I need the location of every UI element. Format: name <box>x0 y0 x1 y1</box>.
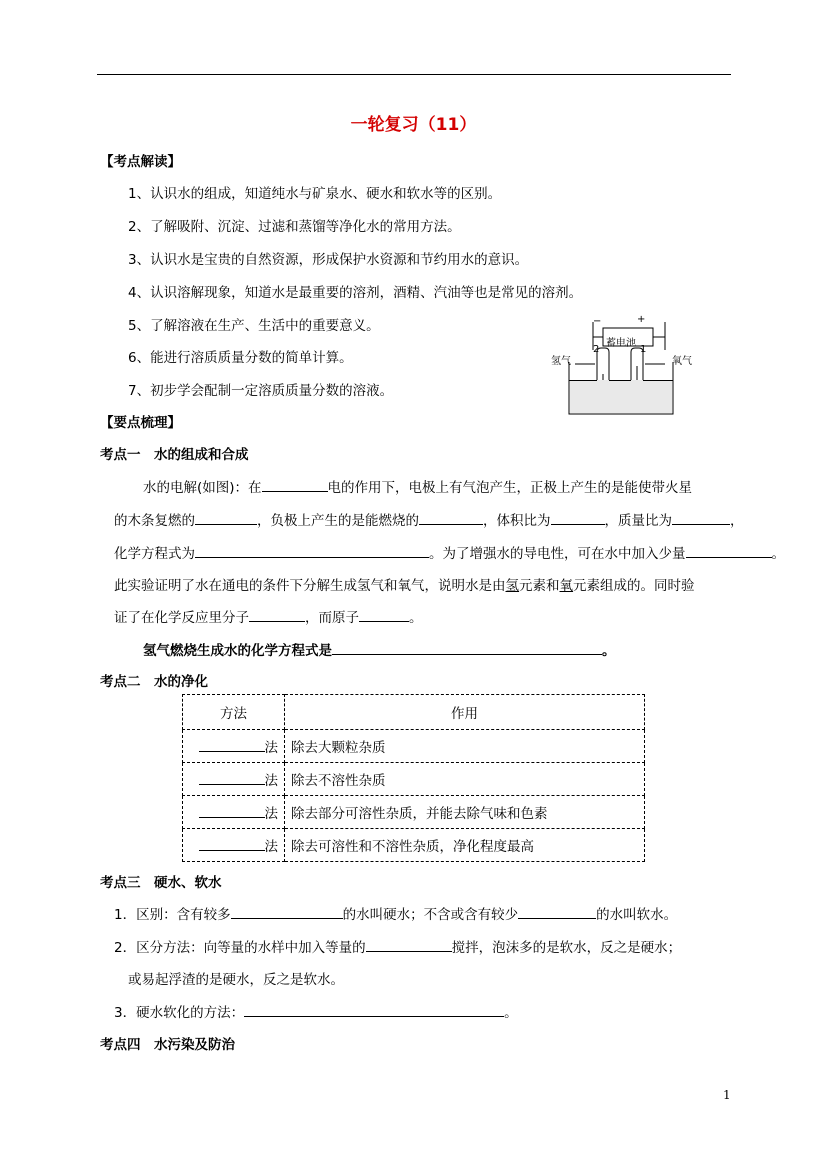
page-title: 一轮复习（11） <box>350 115 477 135</box>
purification-table <box>182 694 645 862</box>
topic-heading-3: 考点三 硬水、软水 <box>100 875 222 891</box>
battery-label: 蓄电池 <box>606 338 636 349</box>
answer-blank[interactable] <box>244 1002 504 1017</box>
method-suffix: 法 <box>264 773 278 789</box>
answer-blank[interactable] <box>195 510 257 525</box>
paragraph-line: 1．区别：含有较多 的水叫硬水；不含或含有较少 的水叫软水。 <box>114 903 677 923</box>
answer-blank[interactable] <box>366 937 452 952</box>
objective-item: 5、了解溶液在生产、生活中的重要意义。 <box>128 318 380 334</box>
method-suffix: 法 <box>264 806 278 822</box>
header-rule <box>97 74 731 75</box>
topic-heading-1: 考点一 水的组成和合成 <box>100 447 249 463</box>
electrode-number: 1 <box>640 344 647 355</box>
column-header: 作用 <box>285 695 645 730</box>
answer-blank[interactable] <box>249 607 305 622</box>
minus-label: − <box>593 316 602 327</box>
table-row <box>183 730 645 763</box>
table-row <box>183 829 645 862</box>
paragraph-line: 氢气燃烧生成水的化学方程式是 。 <box>143 639 616 659</box>
effect-cell: 除去大颗粒杂质 <box>285 730 645 763</box>
oxygen-label: 氧气 <box>672 356 692 367</box>
table-row <box>183 796 645 829</box>
effect-cell: 除去可溶性和不溶性杂质，净化程度最高 <box>285 829 645 862</box>
method-suffix: 法 <box>264 839 278 855</box>
answer-blank[interactable] <box>262 477 328 492</box>
answer-blank[interactable] <box>551 510 605 525</box>
paragraph-line: 2．区分方法：向等量的水样中加入等量的 搅拌，泡沫多的是软水，反之是硬水； <box>114 936 681 956</box>
topic-heading-2: 考点二 水的净化 <box>100 674 208 690</box>
table-row <box>183 763 645 796</box>
objective-item: 2、了解吸附、沉淀、过滤和蒸馏等净化水的常用方法。 <box>128 219 461 235</box>
answer-blank[interactable] <box>199 805 265 818</box>
paragraph-line: 水的电解(如图)：在 电的作用下，电极上有气泡产生，正极上产生的是能使带火星 <box>143 476 692 496</box>
paragraph-line: 3．硬水软化的方法： 。 <box>114 1001 518 1021</box>
effect-cell: 除去不溶性杂质 <box>285 763 645 796</box>
answer-blank[interactable] <box>199 739 265 752</box>
table-header-row <box>183 695 645 730</box>
paragraph-line: 的木条复燃的 ，负极上产生的是能燃烧的 ，体积比为 ，质量比为 ， <box>114 509 744 529</box>
answer-blank[interactable] <box>195 543 429 558</box>
electrolysis-diagram <box>545 314 705 420</box>
objective-item: 1、认识水的组成，知道纯水与矿泉水、硬水和软水等的区别。 <box>128 186 502 202</box>
answer-blank[interactable] <box>332 640 602 655</box>
method-suffix: 法 <box>264 740 278 756</box>
objective-item: 6、能进行溶质质量分数的简单计算。 <box>128 350 353 366</box>
section-heading-review: 【要点梳理】 <box>100 415 181 431</box>
answer-blank[interactable] <box>231 904 343 919</box>
paragraph-line: 化学方程式为 。为了增强水的导电性，可在水中加入少量 。 <box>114 542 785 562</box>
column-header: 方法 <box>183 695 285 730</box>
objective-item: 4、认识溶解现象，知道水是最重要的溶剂，酒精、汽油等也是常见的溶剂。 <box>128 285 583 301</box>
topic-heading-4: 考点四 水污染及防治 <box>100 1037 235 1053</box>
answer-blank[interactable] <box>359 607 409 622</box>
answer-blank[interactable] <box>686 543 772 558</box>
plus-label: + <box>637 314 646 325</box>
answer-blank[interactable] <box>672 510 730 525</box>
electrode-number: 2 <box>593 344 600 355</box>
hydrogen-label: 氢气 <box>551 356 571 367</box>
section-heading-objectives: 【考点解读】 <box>100 154 181 170</box>
paragraph-line: 或易起浮渣的是硬水，反之是软水。 <box>128 972 344 988</box>
effect-cell: 除去部分可溶性杂质，并能去除气味和色素 <box>285 796 645 829</box>
answer-blank[interactable] <box>199 838 265 851</box>
answer-blank[interactable] <box>199 772 265 785</box>
answer-blank[interactable] <box>518 904 596 919</box>
paragraph-line: 证了在化学反应里分子 ，而原子 。 <box>114 606 423 626</box>
page-number: 1 <box>723 1088 731 1102</box>
objective-item: 7、初步学会配制一定溶质质量分数的溶液。 <box>128 383 394 399</box>
paragraph-line: 此实验证明了水在通电的条件下分解生成氢气和氧气，说明水是由氢元素和氧元素组成的。同时验 <box>114 578 695 594</box>
objective-item: 3、认识水是宝贵的自然资源，形成保护水资源和节约用水的意识。 <box>128 252 529 268</box>
answer-blank[interactable] <box>419 510 483 525</box>
